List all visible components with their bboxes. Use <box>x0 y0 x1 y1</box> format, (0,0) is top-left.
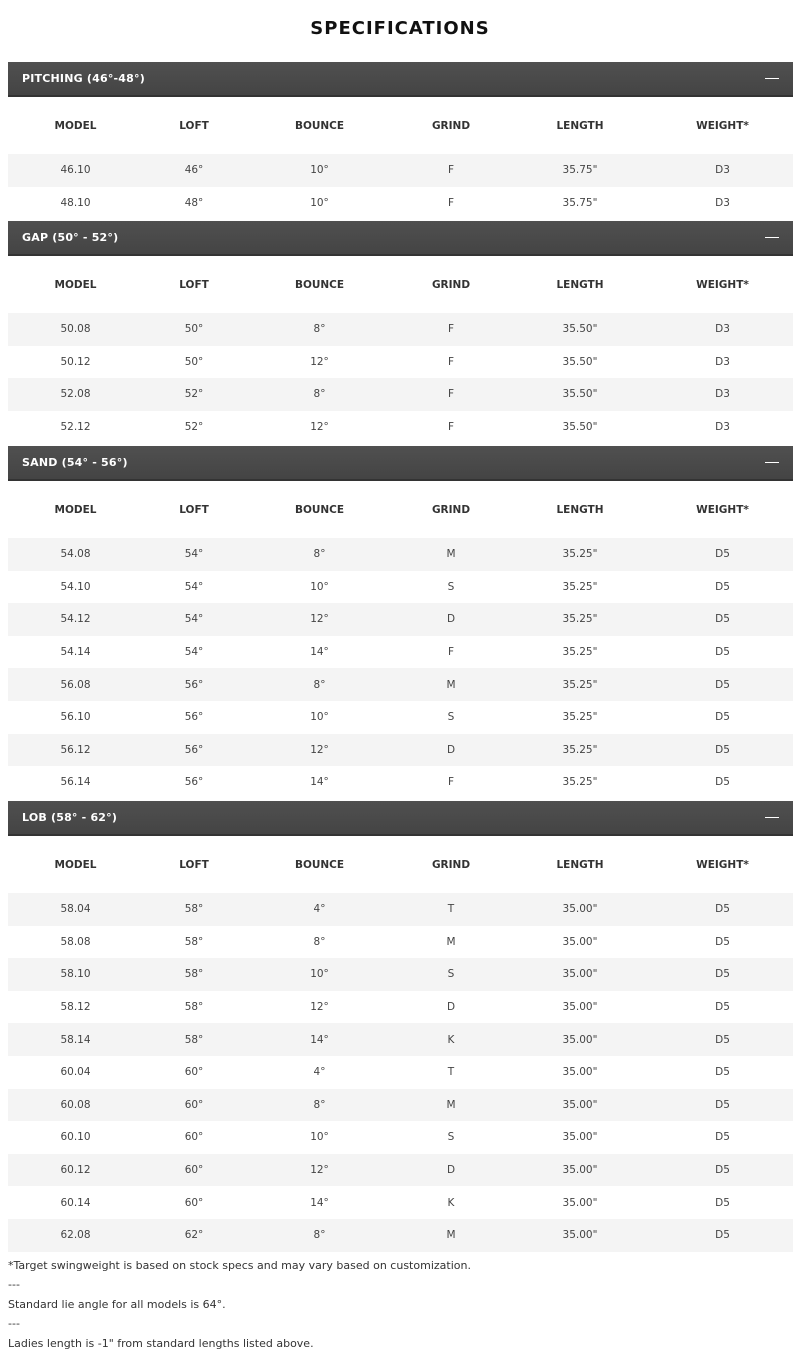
cell-weight: D3 <box>652 411 793 444</box>
cell-length: 35.00" <box>508 991 652 1024</box>
cell-length: 35.00" <box>508 926 652 959</box>
cell-model: 50.12 <box>8 346 143 379</box>
cell-model: 56.12 <box>8 734 143 767</box>
collapse-minus-icon[interactable] <box>765 231 779 245</box>
column-header-model: MODEL <box>54 504 97 516</box>
column-header-length: LENGTH <box>556 279 604 291</box>
cell-model: 54.12 <box>8 603 143 636</box>
table-row <box>8 636 793 669</box>
cell-model: 58.10 <box>8 958 143 991</box>
cell-length: 35.75" <box>508 154 652 187</box>
cell-loft: 58° <box>143 1023 245 1056</box>
cell-grind: F <box>394 187 508 220</box>
cell-loft: 56° <box>143 668 245 701</box>
cell-model: 60.08 <box>8 1089 143 1122</box>
cell-length: 35.50" <box>508 346 652 379</box>
cell-grind: D <box>394 991 508 1024</box>
section-lob <box>8 801 793 1252</box>
cell-loft: 54° <box>143 538 245 571</box>
cell-weight: D3 <box>652 346 793 379</box>
cell-bounce: 14° <box>245 766 394 799</box>
cell-bounce: 8° <box>245 1219 394 1252</box>
cell-grind: M <box>394 926 508 959</box>
cell-length: 35.25" <box>508 636 652 669</box>
cell-weight: D5 <box>652 1089 793 1122</box>
column-header-bounce: BOUNCE <box>294 504 345 516</box>
table-row <box>8 1219 793 1252</box>
cell-weight: D5 <box>652 926 793 959</box>
cell-length: 35.00" <box>508 1154 652 1187</box>
cell-model: 48.10 <box>8 187 143 220</box>
column-header-length: LENGTH <box>556 120 604 132</box>
cell-length: 35.25" <box>508 668 652 701</box>
cell-loft: 58° <box>143 991 245 1024</box>
cell-bounce: 10° <box>245 1121 394 1154</box>
cell-weight: D5 <box>652 1154 793 1187</box>
cell-length: 35.75" <box>508 187 652 220</box>
section-header-sand[interactable] <box>8 446 793 481</box>
table-row <box>8 187 793 220</box>
cell-grind: M <box>394 668 508 701</box>
cell-model: 46.10 <box>8 154 143 187</box>
footnote-swingweight: *Target swingweight is based on stock specs and may vary based on customization. <box>8 1259 471 1272</box>
column-header-bounce: BOUNCE <box>294 120 345 132</box>
cell-loft: 50° <box>143 313 245 346</box>
cell-bounce: 4° <box>245 893 394 926</box>
cell-length: 35.50" <box>508 313 652 346</box>
cell-weight: D5 <box>652 1056 793 1089</box>
section-title: GAP (50° - 52°) <box>22 231 119 244</box>
cell-weight: D5 <box>652 1186 793 1219</box>
cell-model: 60.14 <box>8 1186 143 1219</box>
cell-model: 60.10 <box>8 1121 143 1154</box>
cell-bounce: 8° <box>245 926 394 959</box>
column-header-length: LENGTH <box>556 504 604 516</box>
cell-bounce: 14° <box>245 1186 394 1219</box>
cell-loft: 56° <box>143 766 245 799</box>
cell-weight: D3 <box>652 154 793 187</box>
column-header-grind: GRIND <box>431 279 471 291</box>
column-header-grind: GRIND <box>431 859 471 871</box>
cell-length: 35.25" <box>508 701 652 734</box>
spec-table <box>8 836 793 1252</box>
cell-grind: T <box>394 1056 508 1089</box>
column-header-loft: LOFT <box>179 279 209 291</box>
cell-model: 60.04 <box>8 1056 143 1089</box>
table-row <box>8 1023 793 1056</box>
cell-bounce: 10° <box>245 154 394 187</box>
cell-loft: 46° <box>143 154 245 187</box>
cell-grind: D <box>394 1154 508 1187</box>
cell-bounce: 14° <box>245 1023 394 1056</box>
cell-length: 35.00" <box>508 1121 652 1154</box>
cell-model: 54.10 <box>8 571 143 604</box>
cell-weight: D5 <box>652 636 793 669</box>
table-row <box>8 958 793 991</box>
cell-weight: D5 <box>652 1219 793 1252</box>
cell-weight: D5 <box>652 1023 793 1056</box>
cell-model: 52.08 <box>8 378 143 411</box>
cell-length: 35.25" <box>508 734 652 767</box>
section-sand <box>8 446 793 799</box>
table-row <box>8 1089 793 1122</box>
cell-loft: 62° <box>143 1219 245 1252</box>
cell-grind: S <box>394 958 508 991</box>
cell-model: 50.08 <box>8 313 143 346</box>
cell-weight: D5 <box>652 1121 793 1154</box>
cell-loft: 54° <box>143 571 245 604</box>
section-pitching <box>8 62 793 219</box>
cell-length: 35.25" <box>508 571 652 604</box>
cell-grind: F <box>394 378 508 411</box>
cell-model: 58.08 <box>8 926 143 959</box>
column-header-loft: LOFT <box>179 504 209 516</box>
table-row <box>8 378 793 411</box>
cell-length: 35.50" <box>508 378 652 411</box>
section-gap <box>8 221 793 443</box>
column-header-bounce: BOUNCE <box>294 859 345 871</box>
cell-model: 54.08 <box>8 538 143 571</box>
cell-loft: 60° <box>143 1089 245 1122</box>
cell-bounce: 8° <box>245 538 394 571</box>
cell-grind: S <box>394 571 508 604</box>
cell-grind: M <box>394 538 508 571</box>
table-row <box>8 991 793 1024</box>
cell-weight: D3 <box>652 378 793 411</box>
cell-grind: D <box>394 603 508 636</box>
cell-model: 62.08 <box>8 1219 143 1252</box>
cell-length: 35.00" <box>508 958 652 991</box>
cell-loft: 60° <box>143 1154 245 1187</box>
column-header-grind: GRIND <box>431 120 471 132</box>
table-row <box>8 668 793 701</box>
column-header-model: MODEL <box>54 279 97 291</box>
cell-weight: D5 <box>652 893 793 926</box>
cell-model: 58.12 <box>8 991 143 1024</box>
cell-model: 52.12 <box>8 411 143 444</box>
column-header-model: MODEL <box>54 859 97 871</box>
cell-length: 35.00" <box>508 1089 652 1122</box>
cell-grind: D <box>394 734 508 767</box>
table-row <box>8 571 793 604</box>
table-row <box>8 1121 793 1154</box>
cell-length: 35.25" <box>508 538 652 571</box>
cell-weight: D5 <box>652 701 793 734</box>
cell-length: 35.25" <box>508 766 652 799</box>
cell-loft: 60° <box>143 1186 245 1219</box>
cell-grind: F <box>394 313 508 346</box>
cell-grind: S <box>394 701 508 734</box>
cell-loft: 48° <box>143 187 245 220</box>
cell-length: 35.00" <box>508 1023 652 1056</box>
cell-weight: D5 <box>652 668 793 701</box>
cell-model: 56.10 <box>8 701 143 734</box>
table-row <box>8 411 793 444</box>
spec-table <box>8 97 793 219</box>
spec-table <box>8 256 793 443</box>
cell-weight: D5 <box>652 571 793 604</box>
cell-grind: M <box>394 1219 508 1252</box>
footnote-lie-angle: Standard lie angle for all models is 64°. <box>8 1297 226 1311</box>
cell-length: 35.00" <box>508 1219 652 1252</box>
column-header-grind: GRIND <box>431 504 471 516</box>
cell-bounce: 12° <box>245 1154 394 1187</box>
footnote-divider: --- <box>8 1278 20 1292</box>
column-header-weight: WEIGHT* <box>696 279 749 291</box>
cell-bounce: 8° <box>245 668 394 701</box>
cell-grind: K <box>394 1186 508 1219</box>
table-row <box>8 603 793 636</box>
cell-model: 58.04 <box>8 893 143 926</box>
cell-loft: 54° <box>143 603 245 636</box>
cell-bounce: 12° <box>245 991 394 1024</box>
section-header-gap[interactable] <box>8 221 793 256</box>
column-header-weight: WEIGHT* <box>696 859 749 871</box>
cell-loft: 52° <box>143 378 245 411</box>
cell-loft: 58° <box>143 893 245 926</box>
cell-model: 54.14 <box>8 636 143 669</box>
cell-loft: 54° <box>143 636 245 669</box>
cell-model: 60.12 <box>8 1154 143 1187</box>
cell-grind: F <box>394 766 508 799</box>
section-header-lob[interactable] <box>8 801 793 836</box>
cell-grind: F <box>394 636 508 669</box>
cell-bounce: 12° <box>245 603 394 636</box>
cell-bounce: 10° <box>245 571 394 604</box>
cell-weight: D5 <box>652 991 793 1024</box>
table-header-row <box>8 256 793 313</box>
table-row <box>8 1186 793 1219</box>
cell-bounce: 8° <box>245 313 394 346</box>
cell-bounce: 8° <box>245 1089 394 1122</box>
section-title: PITCHING (46°-48°) <box>22 72 145 85</box>
page-title: SPECIFICATIONS <box>310 18 490 39</box>
footnotes <box>8 1256 788 1353</box>
cell-loft: 58° <box>143 958 245 991</box>
table-row <box>8 538 793 571</box>
column-header-weight: WEIGHT* <box>696 504 749 516</box>
cell-loft: 50° <box>143 346 245 379</box>
cell-length: 35.00" <box>508 893 652 926</box>
table-header-row <box>8 836 793 893</box>
table-row <box>8 701 793 734</box>
collapse-minus-icon[interactable] <box>765 72 779 86</box>
cell-bounce: 14° <box>245 636 394 669</box>
collapse-minus-icon[interactable] <box>765 456 779 470</box>
cell-grind: K <box>394 1023 508 1056</box>
cell-grind: T <box>394 893 508 926</box>
cell-grind: S <box>394 1121 508 1154</box>
column-header-loft: LOFT <box>179 120 209 132</box>
cell-grind: M <box>394 1089 508 1122</box>
cell-grind: F <box>394 411 508 444</box>
cell-loft: 56° <box>143 734 245 767</box>
table-row <box>8 313 793 346</box>
section-header-pitching[interactable] <box>8 62 793 97</box>
column-header-loft: LOFT <box>179 859 209 871</box>
cell-bounce: 12° <box>245 734 394 767</box>
table-row <box>8 1154 793 1187</box>
table-row <box>8 734 793 767</box>
table-row <box>8 346 793 379</box>
section-title: SAND (54° - 56°) <box>22 456 128 469</box>
footnote-ladies-length: Ladies length is -1" from standard lengths listed above. <box>8 1336 314 1350</box>
table-row <box>8 893 793 926</box>
cell-grind: F <box>394 154 508 187</box>
cell-weight: D5 <box>652 958 793 991</box>
cell-weight: D5 <box>652 734 793 767</box>
cell-bounce: 12° <box>245 346 394 379</box>
cell-length: 35.25" <box>508 603 652 636</box>
cell-bounce: 10° <box>245 701 394 734</box>
cell-model: 56.14 <box>8 766 143 799</box>
section-title: LOB (58° - 62°) <box>22 811 118 824</box>
table-row <box>8 1056 793 1089</box>
footnote-divider: --- <box>8 1317 20 1331</box>
cell-bounce: 12° <box>245 411 394 444</box>
cell-loft: 60° <box>143 1056 245 1089</box>
table-row <box>8 154 793 187</box>
cell-weight: D5 <box>652 766 793 799</box>
cell-model: 56.08 <box>8 668 143 701</box>
cell-bounce: 10° <box>245 187 394 220</box>
table-row <box>8 926 793 959</box>
spec-table <box>8 481 793 799</box>
column-header-bounce: BOUNCE <box>294 279 345 291</box>
cell-weight: D5 <box>652 603 793 636</box>
cell-length: 35.00" <box>508 1186 652 1219</box>
column-header-weight: WEIGHT* <box>696 120 749 132</box>
table-row <box>8 766 793 799</box>
collapse-minus-icon[interactable] <box>765 811 779 825</box>
cell-loft: 60° <box>143 1121 245 1154</box>
table-header-row <box>8 97 793 154</box>
cell-model: 58.14 <box>8 1023 143 1056</box>
cell-weight: D3 <box>652 187 793 220</box>
cell-bounce: 10° <box>245 958 394 991</box>
column-header-model: MODEL <box>54 120 97 132</box>
cell-length: 35.00" <box>508 1056 652 1089</box>
cell-weight: D3 <box>652 313 793 346</box>
cell-bounce: 4° <box>245 1056 394 1089</box>
cell-loft: 56° <box>143 701 245 734</box>
cell-length: 35.50" <box>508 411 652 444</box>
column-header-length: LENGTH <box>556 859 604 871</box>
cell-bounce: 8° <box>245 378 394 411</box>
cell-loft: 58° <box>143 926 245 959</box>
cell-weight: D5 <box>652 538 793 571</box>
cell-grind: F <box>394 346 508 379</box>
table-header-row <box>8 481 793 538</box>
cell-loft: 52° <box>143 411 245 444</box>
